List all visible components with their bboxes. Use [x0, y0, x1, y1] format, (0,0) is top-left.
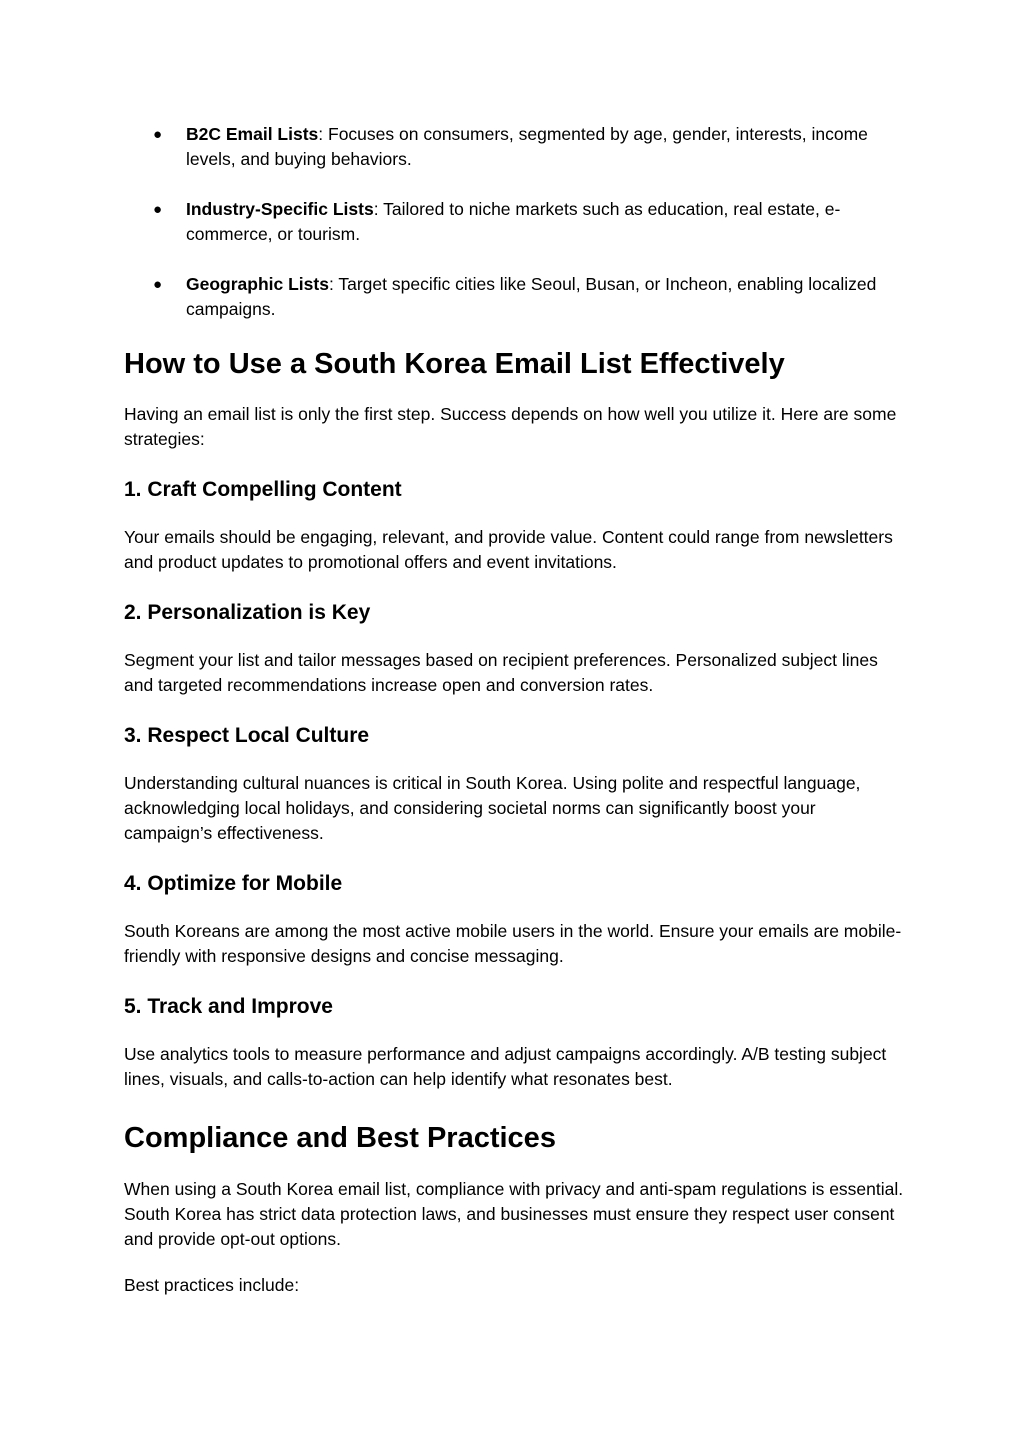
subheading: 3. Respect Local Culture [124, 724, 370, 747]
subheading: 1. Craft Compelling Content [124, 478, 402, 501]
paragraph: South Koreans are among the most active mobile users in the world. Ensure your emails are mobile-friendly with responsive designs and concise messaging. [124, 921, 902, 966]
bullet-icon: ● [153, 276, 163, 293]
section-intro: Having an email list is only the first step. Success depends on how well you utilize it. Here are some strategies: [124, 404, 897, 449]
bullet-text: : Tailored to niche markets such as education, real estate, e-commerce, or tourism. [186, 199, 841, 244]
subheading: 5. Track and Improve [124, 995, 333, 1018]
list-item [124, 272, 904, 322]
list-types-bullets [124, 122, 904, 322]
list-item [124, 122, 904, 172]
bullet-term: Industry-Specific Lists [186, 199, 374, 219]
paragraph: Best practices include: [124, 1275, 300, 1295]
paragraph: Segment your list and tailor messages based on recipient preferences. Personalized subject lines and targeted recommendations increase open and conversion rates. [124, 650, 878, 695]
bullet-icon: ● [153, 201, 163, 218]
section-heading-compliance: Compliance and Best Practices [124, 1122, 556, 1154]
bullet-text: : Target specific cities like Seoul, Busan, or Incheon, enabling localized campaigns. [186, 274, 877, 319]
list-item [124, 197, 904, 247]
paragraph: Use analytics tools to measure performance and adjust campaigns accordingly. A/B testing subject lines, visuals, and calls-to-action can help identify what resonates best. [124, 1044, 887, 1089]
paragraph: Your emails should be engaging, relevant, and provide value. Content could range from newsletters and product updates to promotional offers and event invitations. [124, 527, 893, 572]
bullet-term: Geographic Lists [186, 274, 329, 294]
subheading: 2. Personalization is Key [124, 601, 371, 624]
section-heading-usage: How to Use a South Korea Email List Effectively [124, 348, 785, 380]
section-intro: When using a South Korea email list, compliance with privacy and anti-spam regulations is essential. South Korea has strict data protection laws, and businesses must ensure they respect user consent and provide opt-out options. [124, 1179, 904, 1249]
bullet-icon: ● [153, 126, 163, 143]
subheading: 4. Optimize for Mobile [124, 872, 343, 895]
paragraph: Understanding cultural nuances is critical in South Korea. Using polite and respectful language, acknowledging local holidays, and considering societal norms can significantly boost your campaign’s effectiveness. [124, 773, 861, 843]
bullet-term: B2C Email Lists [186, 124, 319, 144]
bullet-text: : Focuses on consumers, segmented by age, gender, interests, income levels, and buying behaviors. [186, 124, 868, 169]
